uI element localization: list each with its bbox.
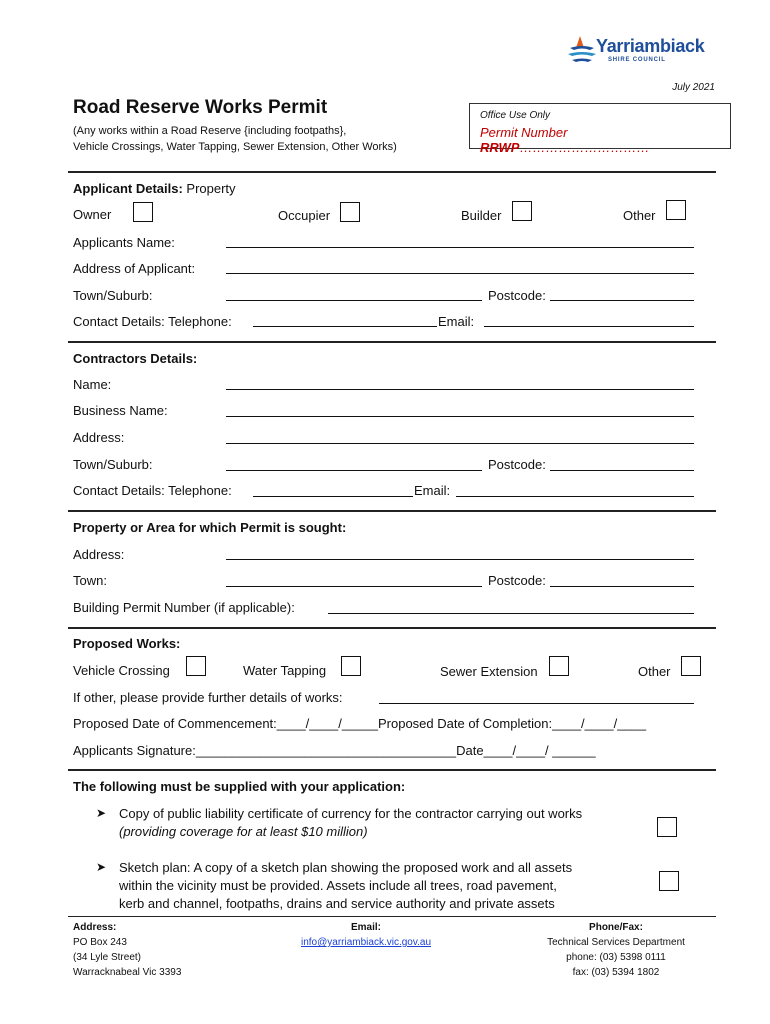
applicant-heading-bold: Applicant Details: bbox=[73, 181, 183, 196]
applicant-name-field[interactable] bbox=[226, 247, 694, 248]
contractor-name-label: Name: bbox=[73, 377, 112, 392]
footer-address-line: (34 Lyle Street) bbox=[73, 952, 141, 963]
applicant-heading-rest: Property bbox=[182, 181, 236, 196]
building-permit-field[interactable] bbox=[328, 613, 694, 614]
logo-name: Yarriambiack bbox=[596, 36, 705, 56]
type-occupier-label: Occupier bbox=[278, 208, 331, 223]
section-divider bbox=[68, 510, 716, 512]
works-other-checkbox[interactable] bbox=[681, 656, 701, 676]
property-postcode-label: Postcode: bbox=[488, 573, 546, 588]
occupier-checkbox[interactable] bbox=[340, 202, 360, 222]
contractor-contact-label: Contact Details: Telephone: bbox=[73, 483, 232, 498]
office-use-box bbox=[469, 103, 731, 155]
applicant-name-label: Applicants Name: bbox=[73, 235, 175, 250]
supply-item-line: within the vicinity must be provided. Assets include all trees, road pavement, bbox=[119, 878, 557, 893]
section-divider bbox=[68, 341, 716, 343]
contractor-email-label: Email: bbox=[414, 483, 451, 498]
footer-phone bbox=[530, 920, 702, 980]
applicant-town-label: Town/Suburb: bbox=[73, 288, 153, 303]
applicant-contact-label: Contact Details: Telephone: bbox=[73, 314, 232, 329]
works-heading: Proposed Works: bbox=[73, 636, 181, 651]
footer-divider bbox=[68, 916, 716, 917]
insurance-checkbox[interactable] bbox=[657, 817, 677, 837]
works-vehicle-label: Vehicle Crossing bbox=[73, 663, 170, 678]
works-sewer-label: Sewer Extension bbox=[440, 664, 538, 679]
footer-email bbox=[286, 920, 446, 950]
property-address-label: Address: bbox=[73, 547, 125, 562]
subtitle-line: Vehicle Crossings, Water Tapping, Sewer Extension, Other Works) bbox=[73, 141, 397, 153]
logo-sub: SHIRE COUNCIL bbox=[608, 57, 666, 63]
permit-number bbox=[480, 125, 730, 155]
applicant-postcode-label: Postcode: bbox=[488, 288, 546, 303]
applicant-heading bbox=[73, 181, 236, 196]
other-details-label: If other, please provide further details of works: bbox=[73, 690, 343, 705]
other-checkbox[interactable] bbox=[666, 200, 686, 220]
property-address-field[interactable] bbox=[226, 559, 694, 560]
section-divider bbox=[68, 171, 716, 173]
applicant-postcode-field[interactable] bbox=[550, 300, 694, 301]
type-owner-label: Owner bbox=[73, 207, 112, 222]
footer-address-heading: Address: bbox=[73, 922, 117, 933]
sewer-extension-checkbox[interactable] bbox=[549, 656, 569, 676]
supply-item-sketch bbox=[119, 859, 572, 913]
applicant-email-field[interactable] bbox=[484, 326, 694, 327]
applicant-address-field[interactable] bbox=[226, 273, 694, 274]
footer-phone-line: Technical Services Department bbox=[547, 937, 685, 948]
footer-address bbox=[73, 920, 181, 980]
page-subtitle bbox=[73, 123, 397, 155]
footer-phone-line: fax: (03) 5394 1802 bbox=[572, 967, 660, 978]
form-date: July 2021 bbox=[672, 82, 715, 93]
contractor-name-field[interactable] bbox=[226, 389, 694, 390]
footer-address-line: PO Box 243 bbox=[73, 937, 127, 948]
contractor-town-field[interactable] bbox=[226, 470, 482, 471]
property-heading: Property or Area for which Permit is sought: bbox=[73, 520, 347, 535]
sketch-checkbox[interactable] bbox=[659, 871, 679, 891]
other-details-field[interactable] bbox=[379, 703, 694, 704]
footer-phone-line: phone: (03) 5398 0111 bbox=[566, 952, 666, 963]
contractor-address-label: Address: bbox=[73, 430, 125, 445]
applicant-town-field[interactable] bbox=[226, 300, 482, 301]
permit-dots: ………………………… bbox=[519, 140, 650, 155]
property-postcode-field[interactable] bbox=[550, 586, 694, 587]
contractor-postcode-field[interactable] bbox=[550, 470, 694, 471]
bullet-arrow-icon: ➤ bbox=[96, 806, 107, 820]
signature-line[interactable]: Applicants Signature:____________________________________Date____/____/ ______ bbox=[73, 743, 596, 758]
type-builder-label: Builder bbox=[461, 208, 502, 223]
contractor-town-label: Town/Suburb: bbox=[73, 457, 153, 472]
supply-heading: The following must be supplied with your application: bbox=[73, 779, 406, 794]
contractor-postcode-label: Postcode: bbox=[488, 457, 546, 472]
supply-item-line: Copy of public liability certificate of currency for the contractor carrying out works bbox=[119, 806, 583, 821]
contractor-heading: Contractors Details: bbox=[73, 351, 198, 366]
footer-address-line: Warracknabeal Vic 3393 bbox=[73, 967, 182, 978]
footer-email-heading: Email: bbox=[350, 922, 381, 933]
permit-code: RRWP bbox=[480, 140, 520, 155]
bullet-arrow-icon: ➤ bbox=[96, 860, 107, 874]
property-town-label: Town: bbox=[73, 573, 107, 588]
supply-item-insurance bbox=[119, 805, 582, 841]
footer-phone-heading: Phone/Fax: bbox=[589, 922, 643, 933]
contractor-business-label: Business Name: bbox=[73, 403, 168, 418]
applicant-email-label: Email: bbox=[438, 314, 475, 329]
type-other-label: Other bbox=[623, 208, 656, 223]
logo-emblem-icon bbox=[566, 34, 598, 68]
council-logo bbox=[566, 34, 716, 70]
permit-prefix: Permit Number bbox=[480, 125, 568, 140]
property-town-field[interactable] bbox=[226, 586, 482, 587]
supply-item-line: kerb and channel, footpaths, drains and service authority and private assets bbox=[119, 896, 555, 911]
page-title: Road Reserve Works Permit bbox=[73, 97, 328, 118]
supply-item-line: Sketch plan: A copy of a sketch plan showing the proposed work and all assets bbox=[119, 860, 573, 875]
applicant-phone-field[interactable] bbox=[253, 326, 437, 327]
office-use-label: Office Use Only bbox=[480, 110, 551, 121]
water-tapping-checkbox[interactable] bbox=[341, 656, 361, 676]
contractor-email-field[interactable] bbox=[456, 496, 694, 497]
proposed-dates-line[interactable]: Proposed Date of Commencement:____/____/_____Proposed Date of Completion:____/____/____ bbox=[73, 716, 647, 731]
footer-email-link[interactable]: info@yarriambiack.vic.gov.au bbox=[300, 937, 431, 948]
works-other-label: Other bbox=[638, 664, 671, 679]
builder-checkbox[interactable] bbox=[512, 201, 532, 221]
subtitle-line: (Any works within a Road Reserve {including footpaths}, bbox=[73, 125, 347, 137]
building-permit-label: Building Permit Number (if applicable): bbox=[73, 600, 295, 615]
applicant-address-label: Address of Applicant: bbox=[73, 261, 196, 276]
contractor-phone-field[interactable] bbox=[253, 496, 413, 497]
contractor-business-field[interactable] bbox=[226, 416, 694, 417]
section-divider bbox=[68, 627, 716, 629]
vehicle-crossing-checkbox[interactable] bbox=[186, 656, 206, 676]
owner-checkbox[interactable] bbox=[133, 202, 153, 222]
works-water-label: Water Tapping bbox=[243, 663, 327, 678]
section-divider bbox=[68, 769, 716, 771]
supply-item-line: (providing coverage for at least $10 million) bbox=[119, 824, 368, 839]
contractor-address-field[interactable] bbox=[226, 443, 694, 444]
